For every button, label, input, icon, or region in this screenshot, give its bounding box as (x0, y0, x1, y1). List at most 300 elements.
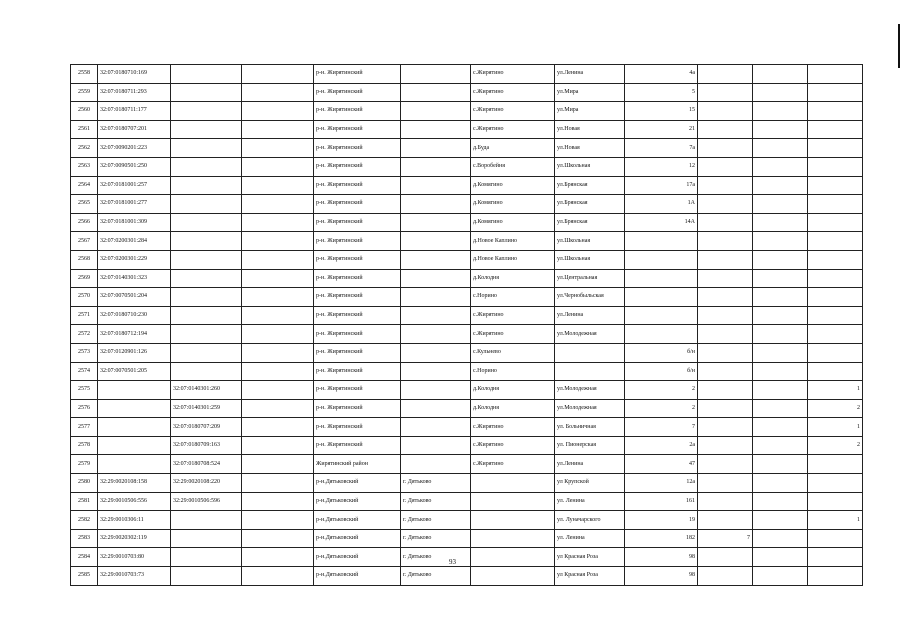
cell-e2 (401, 120, 471, 139)
cell-locality: с.Жирятино (471, 65, 555, 84)
cell-e2 (401, 325, 471, 344)
cell-cad1: 32:07:0090501:250 (98, 157, 171, 176)
cell-district: р-н.Дятьковский (314, 474, 401, 493)
cell-e3 (698, 343, 753, 362)
cell-e3 (698, 250, 753, 269)
cell-num: 2567 (71, 232, 98, 251)
cell-e1 (242, 511, 314, 530)
cell-locality: с.Жирятино (471, 455, 555, 474)
cell-e5 (808, 213, 863, 232)
cell-district: р-н. Жирятинский (314, 83, 401, 102)
cell-street: ул.Молодежная (555, 399, 625, 418)
cell-cad2: 32:07:0140301:260 (171, 381, 242, 400)
cell-district: р-н. Жирятинский (314, 381, 401, 400)
table-row (71, 120, 863, 139)
cell-e1 (242, 120, 314, 139)
cell-e2 (401, 195, 471, 214)
cell-e5 (808, 157, 863, 176)
cell-e5 (808, 269, 863, 288)
cell-e2 (401, 232, 471, 251)
cell-e5 (808, 474, 863, 493)
cell-locality: с.Жирятино (471, 306, 555, 325)
cell-locality (471, 474, 555, 493)
cell-house: 12 (625, 157, 698, 176)
cell-street: ул.Школьная (555, 157, 625, 176)
cell-num: 2570 (71, 288, 98, 307)
cell-house (625, 250, 698, 269)
cell-street: ул.Ленина (555, 455, 625, 474)
cell-locality: д.Колодня (471, 381, 555, 400)
table-row (71, 529, 863, 548)
cell-house: б/н (625, 343, 698, 362)
cell-cad1: 32:07:0180711:177 (98, 102, 171, 121)
cell-e1 (242, 418, 314, 437)
cell-locality: с.Воробейня (471, 157, 555, 176)
cell-locality: с.Норино (471, 288, 555, 307)
cell-locality: д.Буда (471, 139, 555, 158)
cell-e2: г. Дятьково (401, 492, 471, 511)
cell-street: ул Красная Роза (555, 567, 625, 586)
cell-num: 2576 (71, 399, 98, 418)
cell-e3 (698, 474, 753, 493)
cell-cad2 (171, 65, 242, 84)
cell-street: ул. Больничная (555, 418, 625, 437)
cell-locality: с.Кульнево (471, 343, 555, 362)
table-row (71, 343, 863, 362)
cell-e1 (242, 474, 314, 493)
cell-num: 2560 (71, 102, 98, 121)
cell-cad2 (171, 232, 242, 251)
cell-e5 (808, 306, 863, 325)
table-row (71, 492, 863, 511)
cell-cad2 (171, 529, 242, 548)
cell-e1 (242, 529, 314, 548)
cell-e1 (242, 325, 314, 344)
cell-street: ул.Чернобыльская (555, 288, 625, 307)
cell-e2 (401, 306, 471, 325)
cell-locality: с.Жирятино (471, 436, 555, 455)
cell-num: 2568 (71, 250, 98, 269)
cell-cad1: 32:07:0181001:257 (98, 176, 171, 195)
cell-house (625, 269, 698, 288)
table-row (71, 325, 863, 344)
cell-num: 2584 (71, 548, 98, 567)
cell-cad1: 32:07:0181001:277 (98, 195, 171, 214)
cell-e1 (242, 102, 314, 121)
cell-e2: г. Дятьково (401, 511, 471, 530)
cell-cad2: 32:29:0020108:220 (171, 474, 242, 493)
cell-locality: д.Колодня (471, 269, 555, 288)
cell-e4 (753, 529, 808, 548)
table-row (71, 83, 863, 102)
cell-e4 (753, 250, 808, 269)
cell-num: 2566 (71, 213, 98, 232)
cell-num: 2577 (71, 418, 98, 437)
cell-e1 (242, 176, 314, 195)
cell-e4 (753, 213, 808, 232)
cell-e5: 2 (808, 399, 863, 418)
cell-street: ул.Школьная (555, 232, 625, 251)
cell-e1 (242, 492, 314, 511)
cell-e4 (753, 436, 808, 455)
cell-num: 2578 (71, 436, 98, 455)
cell-e3 (698, 157, 753, 176)
cell-cad1 (98, 399, 171, 418)
cell-e2 (401, 139, 471, 158)
table-row (71, 195, 863, 214)
cell-cad1: 32:29:0010506:556 (98, 492, 171, 511)
cell-e1 (242, 567, 314, 586)
cell-e3 (698, 381, 753, 400)
cell-e4 (753, 195, 808, 214)
cell-e4 (753, 474, 808, 493)
cell-district: р-н. Жирятинский (314, 418, 401, 437)
cell-e5 (808, 343, 863, 362)
cell-e2 (401, 418, 471, 437)
cell-e2: г. Дятьково (401, 567, 471, 586)
cell-num: 2581 (71, 492, 98, 511)
cell-e3: 7 (698, 529, 753, 548)
cell-e3 (698, 288, 753, 307)
cell-num: 2565 (71, 195, 98, 214)
cell-e2 (401, 250, 471, 269)
cell-district: р-н. Жирятинский (314, 65, 401, 84)
table-row (71, 288, 863, 307)
cell-district: р-н. Жирятинский (314, 157, 401, 176)
cell-e4 (753, 269, 808, 288)
cell-e1 (242, 269, 314, 288)
cell-house: 19 (625, 511, 698, 530)
cell-num: 2561 (71, 120, 98, 139)
cell-cad1: 32:29:0010703:73 (98, 567, 171, 586)
table-row (71, 567, 863, 586)
cell-house: 7а (625, 139, 698, 158)
cell-cad2 (171, 288, 242, 307)
cell-cad1 (98, 455, 171, 474)
cell-e3 (698, 567, 753, 586)
cell-e1 (242, 195, 314, 214)
cell-e2 (401, 65, 471, 84)
cell-house (625, 306, 698, 325)
cell-num: 2583 (71, 529, 98, 548)
cell-num: 2558 (71, 65, 98, 84)
cell-e3 (698, 102, 753, 121)
cell-e5 (808, 102, 863, 121)
cell-e5: 1 (808, 511, 863, 530)
cell-e3 (698, 436, 753, 455)
cell-cad1: 32:29:0020302:119 (98, 529, 171, 548)
cell-district: р-н. Жирятинский (314, 436, 401, 455)
cell-e4 (753, 343, 808, 362)
cell-e2 (401, 381, 471, 400)
cell-street: ул. Луначарского (555, 511, 625, 530)
cell-e1 (242, 139, 314, 158)
cell-cad2 (171, 176, 242, 195)
cell-e2 (401, 343, 471, 362)
cell-num: 2574 (71, 362, 98, 381)
cell-e4 (753, 65, 808, 84)
cell-house: 21 (625, 120, 698, 139)
cell-e3 (698, 511, 753, 530)
table-row (71, 418, 863, 437)
cell-num: 2575 (71, 381, 98, 400)
cell-e4 (753, 102, 808, 121)
cell-e1 (242, 157, 314, 176)
cell-district: р-н.Дятьковский (314, 492, 401, 511)
cell-house: 17а (625, 176, 698, 195)
table-row (71, 362, 863, 381)
table-row (71, 511, 863, 530)
cell-house: 15 (625, 102, 698, 121)
cell-cad1: 32:29:0010703:80 (98, 548, 171, 567)
cell-e5 (808, 288, 863, 307)
cell-locality: д.Комягино (471, 176, 555, 195)
cell-locality: с.Жирятино (471, 325, 555, 344)
cell-e1 (242, 455, 314, 474)
table-row (71, 157, 863, 176)
cell-house: 98 (625, 567, 698, 586)
cell-e5 (808, 567, 863, 586)
table-row (71, 436, 863, 455)
cell-street: ул.Молодежная (555, 381, 625, 400)
cell-cad1: 32:29:0010306:11 (98, 511, 171, 530)
cell-e4 (753, 325, 808, 344)
cell-cad1: 32:07:0181001:309 (98, 213, 171, 232)
cell-e3 (698, 362, 753, 381)
cell-house: 12а (625, 474, 698, 493)
cell-e3 (698, 455, 753, 474)
cell-district: р-н. Жирятинский (314, 399, 401, 418)
cell-house: 98 (625, 548, 698, 567)
table-row (71, 232, 863, 251)
cell-e5 (808, 176, 863, 195)
cell-district: р-н. Жирятинский (314, 250, 401, 269)
cell-e3 (698, 83, 753, 102)
cell-cad1 (98, 418, 171, 437)
cell-house: б/н (625, 362, 698, 381)
cell-locality: с.Жирятино (471, 102, 555, 121)
cell-e1 (242, 65, 314, 84)
cell-e1 (242, 232, 314, 251)
cell-district: р-н. Жирятинский (314, 269, 401, 288)
cell-district: р-н.Дятьковский (314, 529, 401, 548)
cell-locality: с.Норино (471, 362, 555, 381)
cell-cad1: 32:07:0140301:323 (98, 269, 171, 288)
cell-street: ул.Ленина (555, 306, 625, 325)
cell-locality: д.Новое Каплино (471, 232, 555, 251)
cell-e5 (808, 120, 863, 139)
table-body (71, 65, 863, 586)
table-row (71, 139, 863, 158)
cell-e3 (698, 418, 753, 437)
cell-e4 (753, 492, 808, 511)
cell-e1 (242, 250, 314, 269)
cell-district: Жирятинский район (314, 455, 401, 474)
cell-e2 (401, 436, 471, 455)
cell-street: ул Красная Роза (555, 548, 625, 567)
cell-cad2 (171, 139, 242, 158)
cell-street: ул.Молодежная (555, 325, 625, 344)
cell-district: р-н. Жирятинский (314, 288, 401, 307)
cell-street: ул. Ленина (555, 492, 625, 511)
cell-street: ул.Брянская (555, 195, 625, 214)
cell-e4 (753, 232, 808, 251)
cell-e2 (401, 362, 471, 381)
cell-e5 (808, 529, 863, 548)
cell-district: р-н. Жирятинский (314, 306, 401, 325)
cell-e4 (753, 306, 808, 325)
cell-cad2 (171, 83, 242, 102)
cell-e2: г. Дятьково (401, 548, 471, 567)
cell-house: 182 (625, 529, 698, 548)
cell-e5 (808, 65, 863, 84)
cell-house (625, 232, 698, 251)
cell-house: 14А (625, 213, 698, 232)
cell-street (555, 343, 625, 362)
cell-cad2 (171, 213, 242, 232)
cell-district: р-н. Жирятинский (314, 343, 401, 362)
cell-e2: г. Дятьково (401, 474, 471, 493)
cell-district: р-н. Жирятинский (314, 213, 401, 232)
cell-house: 5 (625, 83, 698, 102)
cell-street: ул.Брянская (555, 176, 625, 195)
cell-num: 2580 (71, 474, 98, 493)
cell-num: 2585 (71, 567, 98, 586)
cell-cad2: 32:29:0010506:596 (171, 492, 242, 511)
cell-e2 (401, 102, 471, 121)
cell-e1 (242, 381, 314, 400)
cell-locality (471, 529, 555, 548)
cell-num: 2562 (71, 139, 98, 158)
table-row (71, 102, 863, 121)
cell-num: 2573 (71, 343, 98, 362)
cell-district: р-н. Жирятинский (314, 195, 401, 214)
cell-e1 (242, 288, 314, 307)
cell-num: 2564 (71, 176, 98, 195)
cell-e3 (698, 65, 753, 84)
cell-e5 (808, 139, 863, 158)
cell-cad1: 32:07:0180710:230 (98, 306, 171, 325)
cell-cad2: 32:07:0180708:524 (171, 455, 242, 474)
cell-num: 2563 (71, 157, 98, 176)
cell-locality: д.Комягино (471, 195, 555, 214)
cell-house: 2 (625, 399, 698, 418)
cell-house: 47 (625, 455, 698, 474)
cell-e4 (753, 511, 808, 530)
cell-e4 (753, 362, 808, 381)
cell-e4 (753, 83, 808, 102)
cell-num: 2569 (71, 269, 98, 288)
cell-cad1: 32:07:0200301:284 (98, 232, 171, 251)
cell-cad1: 32:07:0070501:204 (98, 288, 171, 307)
cell-e2 (401, 399, 471, 418)
cell-e3 (698, 213, 753, 232)
cell-e5 (808, 250, 863, 269)
cell-cad1 (98, 436, 171, 455)
cell-street: ул.Брянская (555, 213, 625, 232)
cell-house: 2а (625, 436, 698, 455)
cell-num: 2571 (71, 306, 98, 325)
cell-cad2 (171, 511, 242, 530)
cell-e3 (698, 325, 753, 344)
table-row (71, 399, 863, 418)
cell-cad2 (171, 269, 242, 288)
cell-cad2 (171, 195, 242, 214)
cell-e5: 1 (808, 381, 863, 400)
cell-locality (471, 492, 555, 511)
table-row (71, 306, 863, 325)
cell-num: 2559 (71, 83, 98, 102)
cell-e1 (242, 399, 314, 418)
cell-e3 (698, 399, 753, 418)
page-number: 93 (449, 558, 456, 566)
cell-house (625, 325, 698, 344)
cell-e4 (753, 176, 808, 195)
cell-locality (471, 511, 555, 530)
cell-e5: 2 (808, 436, 863, 455)
cell-district: р-н.Дятьковский (314, 548, 401, 567)
cell-cad2 (171, 567, 242, 586)
cell-e3 (698, 306, 753, 325)
table-row (71, 455, 863, 474)
cell-e5: 1 (808, 418, 863, 437)
cell-e2 (401, 288, 471, 307)
cell-district: р-н. Жирятинский (314, 120, 401, 139)
cell-street: ул Крупской (555, 474, 625, 493)
cell-district: р-н. Жирятинский (314, 102, 401, 121)
cell-num: 2572 (71, 325, 98, 344)
cell-e2 (401, 269, 471, 288)
table-row (71, 269, 863, 288)
cell-e5 (808, 325, 863, 344)
cell-e2 (401, 213, 471, 232)
cell-locality: с.Жирятино (471, 120, 555, 139)
cell-num: 2582 (71, 511, 98, 530)
cell-e1 (242, 306, 314, 325)
cell-e4 (753, 288, 808, 307)
cell-district: р-н. Жирятинский (314, 362, 401, 381)
cell-e2 (401, 83, 471, 102)
cell-e4 (753, 567, 808, 586)
table-row (71, 381, 863, 400)
cell-e1 (242, 213, 314, 232)
cell-district: р-н. Жирятинский (314, 176, 401, 195)
cell-cad2 (171, 120, 242, 139)
cell-e1 (242, 362, 314, 381)
cell-cad2 (171, 102, 242, 121)
table-row (71, 474, 863, 493)
cell-cad2 (171, 362, 242, 381)
cell-e2 (401, 176, 471, 195)
cell-locality: с.Жирятино (471, 418, 555, 437)
cell-street: ул.Школьная (555, 250, 625, 269)
cell-cad1: 32:07:0090201:223 (98, 139, 171, 158)
table-row (71, 176, 863, 195)
cell-cad2 (171, 306, 242, 325)
cell-e5 (808, 232, 863, 251)
cell-house (625, 288, 698, 307)
cell-e3 (698, 120, 753, 139)
cell-street: ул.Новая (555, 139, 625, 158)
cell-cad1: 32:07:0070501:205 (98, 362, 171, 381)
cell-e5 (808, 195, 863, 214)
cell-locality (471, 567, 555, 586)
cell-e1 (242, 343, 314, 362)
cell-e3 (698, 139, 753, 158)
table-row (71, 250, 863, 269)
cell-cad2 (171, 250, 242, 269)
cell-e2 (401, 157, 471, 176)
